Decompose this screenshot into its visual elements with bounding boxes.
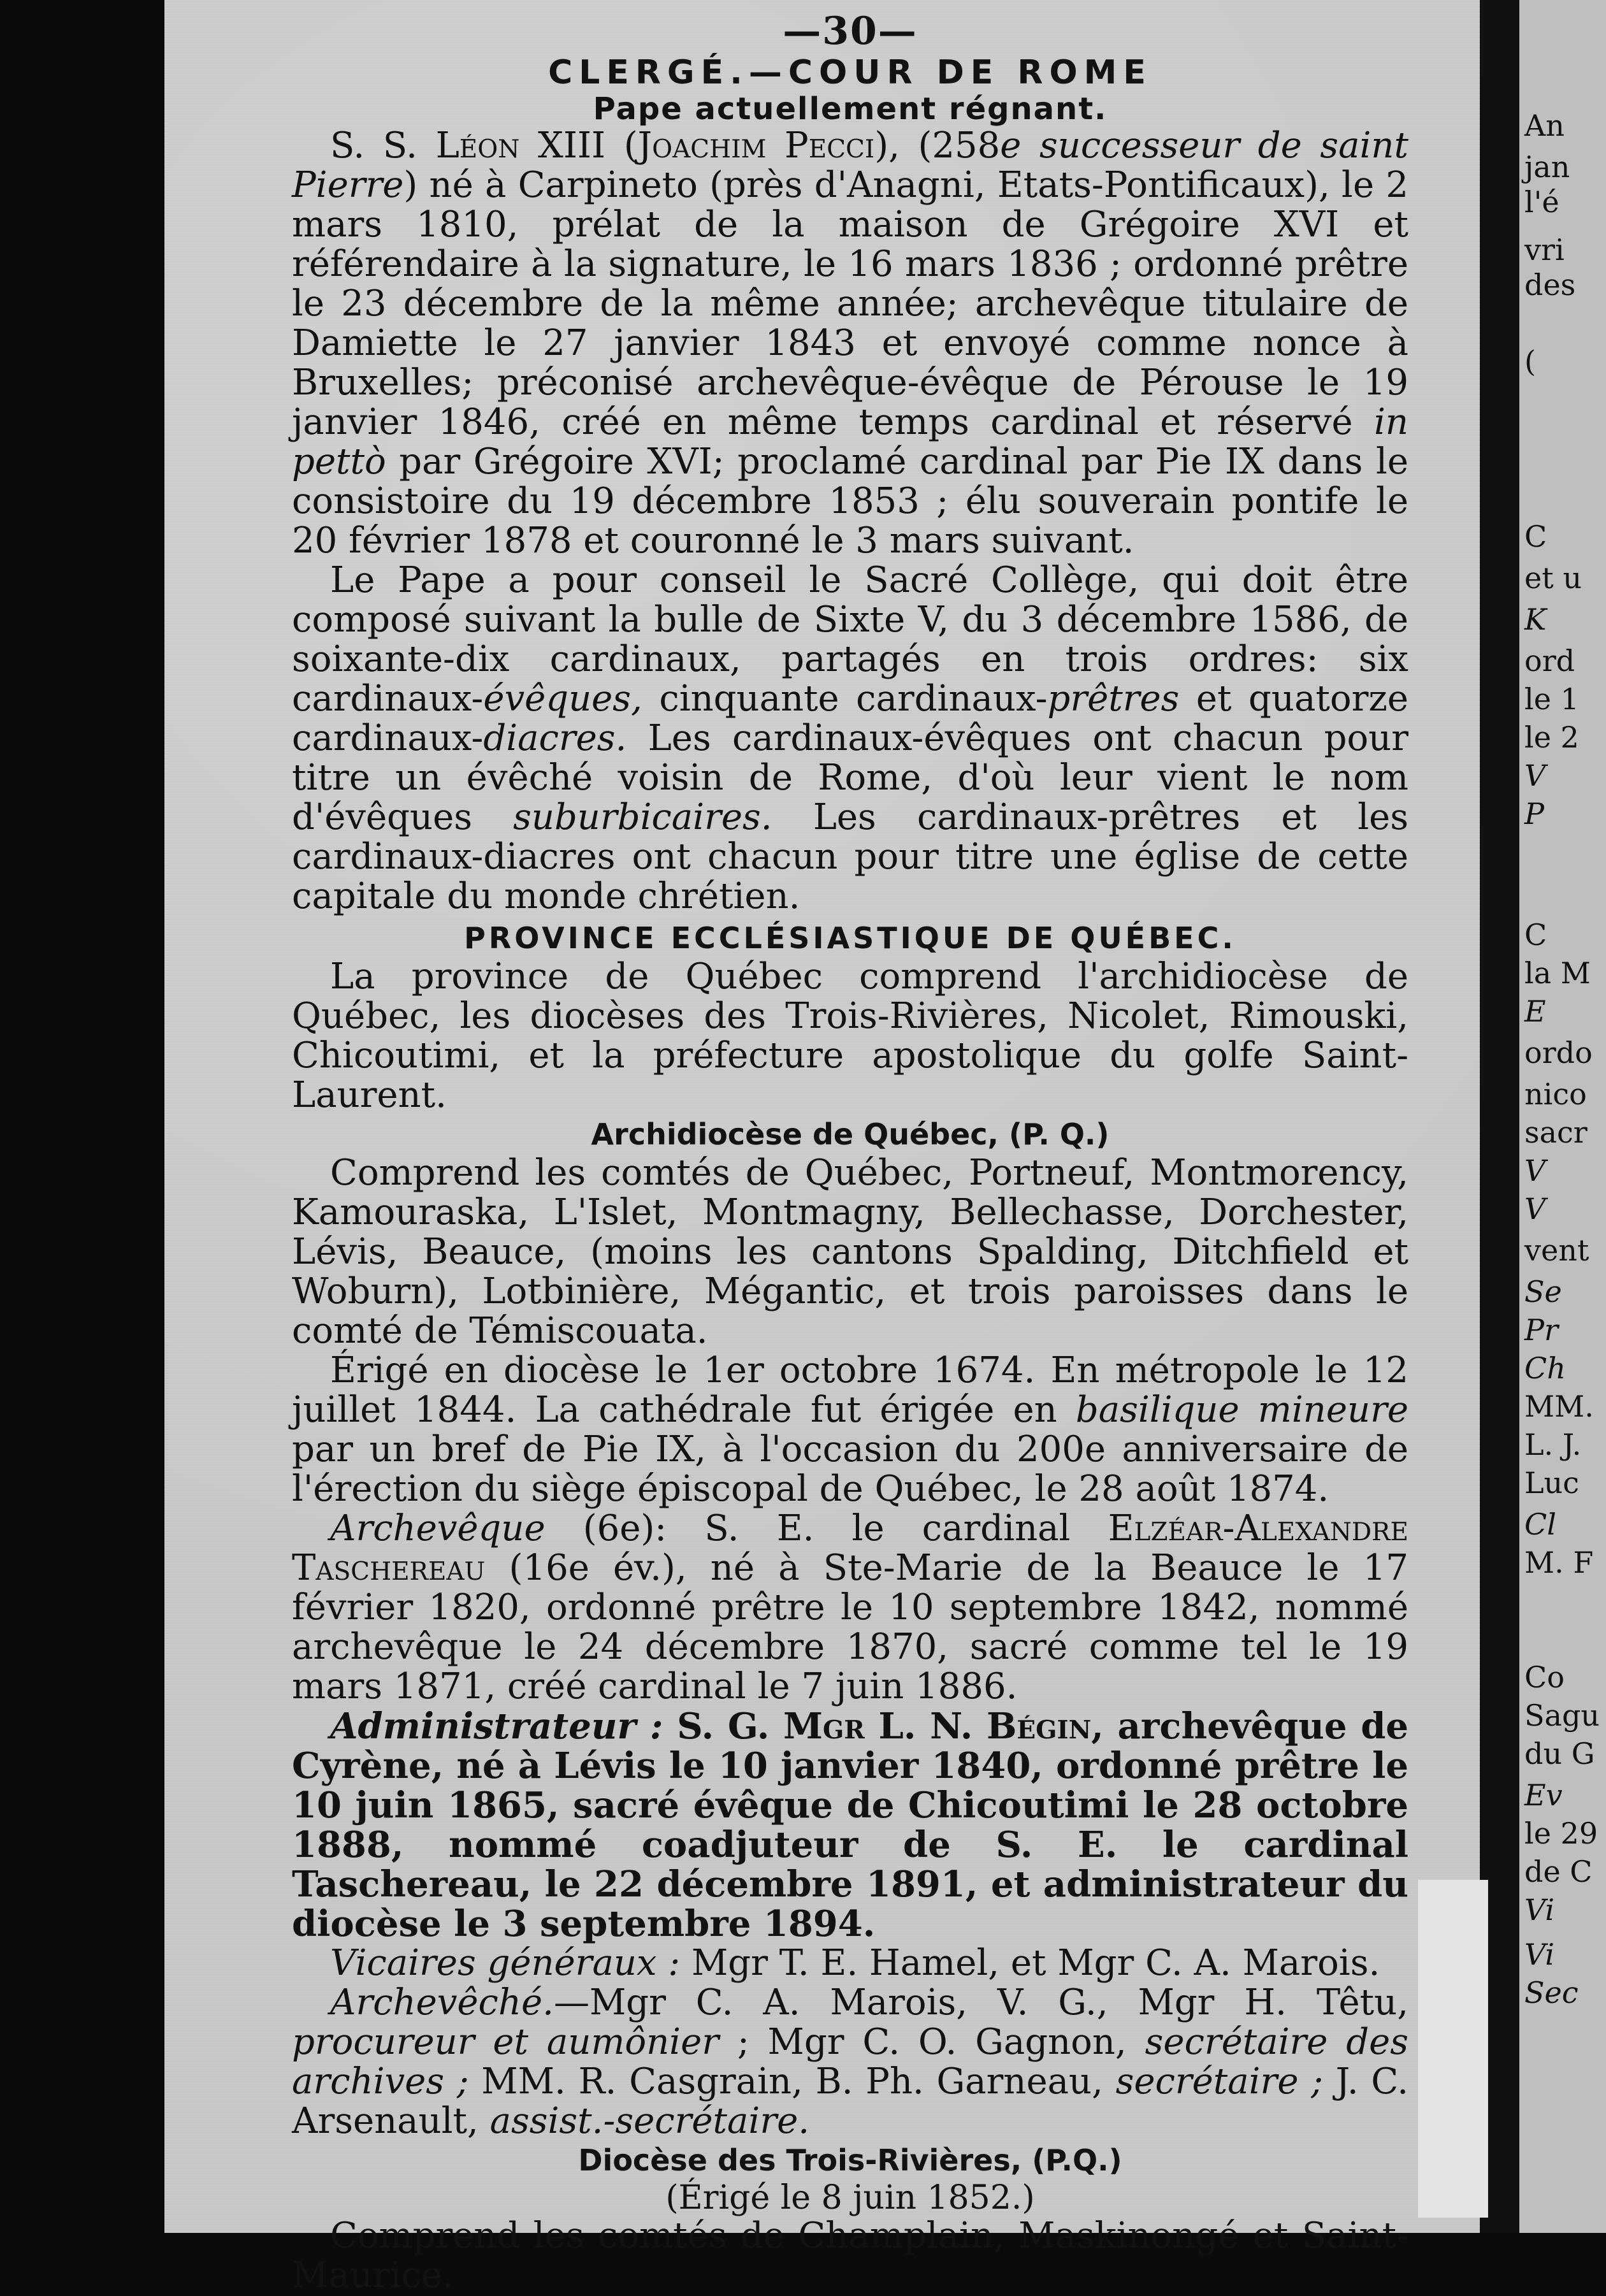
adjacent-page-fragment-text: M. F	[1524, 1545, 1594, 1580]
adjacent-page-fragment	[1519, 0, 1606, 2233]
erige-trois-rivieres: (Érigé le 8 juin 1852.)	[665, 2179, 1035, 2217]
section-subheading-pape: Pape actuellement régnant.	[593, 91, 1108, 127]
adjacent-page-fragment-text: sacr	[1524, 1115, 1588, 1150]
paragraph-comtes-quebec: Comprend les comtés de Québec, Portneuf, Montmorency, Kamouraska, L'Islet, Montmagny, Bellechasse, Dorchester, Lévis, Beauce, (moins les cantons Spalding, Ditchfield et Woburn), Lotbinière, Mégantic, et trois paroisses dans le comté de Témiscouata.	[292, 1152, 1408, 1352]
adjacent-page-fragment-text: An	[1524, 108, 1565, 143]
paragraph-comtes-trois-rivieres: Comprend les comtés de Champlain, Maskinongé et Saint-Maurice.	[292, 2215, 1408, 2296]
paragraph-province: La province de Québec comprend l'archidiocèse de Québec, les diocèses des Trois-Rivières, Nicolet, Rimouski, Chicoutimi, et la préfecture apostolique du golfe Saint-Laurent.	[292, 956, 1408, 1116]
adjacent-page-fragment-text: Sagu	[1524, 1698, 1600, 1733]
adjacent-page-fragment-text: Vi	[1524, 1893, 1555, 1927]
adjacent-page-fragment-text: Vi	[1524, 1937, 1555, 1972]
adjacent-page-fragment-text: MM.	[1524, 1389, 1594, 1424]
paragraph-sacre-college: Le Pape a pour conseil le Sacré Collège, qui doit être composé suivant la bulle de Sixte V, du 3 décembre 1586, de soixante-dix cardinaux, partagés en trois ordres: six cardinaux-évêques, cinquante cardinaux-prêtres et quatorze cardinaux-diacres. Les cardinaux-évêques ont chacun pour titre un évêché voisin de Rome, d'où leur vient le nom d'évêques suburbicaires. Les cardinaux-prêtres et les cardinaux-diacres ont chacun pour titre une église de cette capitale du monde chrétien.	[292, 560, 1408, 917]
adjacent-page-fragment-text: vri	[1524, 233, 1565, 267]
paragraph-pope: S. S. Léon XIII (Joachim Pecci), (258e successeur de saint Pierre) né à Carpineto (près d'Anagni, Etats-Pontificaux), le 2 mars 1810, prélat de la maison de Grégoire XVI et référendaire à la signature, le 16 mars 1836 ; ordonné prêtre le 23 décembre de la même année; archevêque titulaire de Damiette le 27 janvier 1843 et envoyé comme nonce à Bruxelles; préconisé archevêque-évêque de Pérouse le 19 janvier 1846, créé en même temps cardinal et réservé in pettò par Grégoire XVI; proclamé cardinal par Pie IX dans le consistoire du 19 décembre 1853 ; élu souverain pontife le 20 février 1878 et couronné le 3 mars suivant.	[292, 125, 1409, 561]
adjacent-page-fragment-text: et u	[1524, 561, 1582, 595]
adjacent-page-fragment-text: Cl	[1524, 1507, 1556, 1541]
page-number: —30—	[783, 9, 918, 54]
adjacent-page-fragment-text: C	[1524, 918, 1547, 952]
adjacent-page-fragment-text: l'é	[1524, 185, 1559, 219]
adjacent-page-fragment-text: Ch	[1524, 1351, 1566, 1385]
adjacent-page-fragment-text: Sec	[1524, 1975, 1579, 2010]
section-heading-province: PROVINCE ECCLÉSIASTIQUE DE QUÉBEC.	[464, 921, 1236, 955]
adjacent-page-fragment-text: le 29	[1524, 1816, 1598, 1851]
adjacent-page-fragment-text: Co	[1524, 1660, 1565, 1694]
adjacent-page-fragment-text: L. J.	[1524, 1427, 1582, 1462]
adjacent-page-fragment-text: ord	[1524, 644, 1575, 678]
page-content	[292, 9, 1408, 2295]
adjacent-page-fragment-text: jan	[1524, 150, 1570, 184]
adjacent-page-fragment-text: Luc	[1524, 1466, 1579, 1500]
adjacent-page-fragment-text: K	[1524, 602, 1547, 637]
adjacent-page-fragment-text: Ev	[1524, 1778, 1563, 1812]
adjacent-page-fragment-text: la M	[1524, 956, 1591, 990]
adjacent-page-fragment-text: des	[1524, 268, 1576, 302]
adjacent-page-fragment-text: P	[1524, 797, 1544, 831]
paragraph-erige-quebec: Érigé en diocèse le 1er octobre 1674. En métropole le 12 juillet 1844. La cathédrale fut érigée en basilique mineure par un bref de Pie IX, à l'occasion du 200e anniversaire de l'érection du siège épiscopal de Québec, le 28 août 1874.	[292, 1350, 1408, 1510]
adjacent-page-fragment-text: ordo	[1524, 1036, 1593, 1070]
adjacent-page-fragment-text: Se	[1524, 1274, 1562, 1309]
section-heading-archidiocese: Archidiocèse de Québec, (P. Q.)	[591, 1117, 1110, 1152]
section-heading-trois-rivieres: Diocèse des Trois-Rivières, (P.Q.)	[578, 2143, 1122, 2177]
adjacent-page-fragment-text: V	[1524, 1153, 1546, 1188]
adjacent-page-fragment-text: le 1	[1524, 682, 1579, 716]
adjacent-page-fragment-text: le 2	[1524, 720, 1579, 755]
adjacent-page-fragment-text: de C	[1524, 1854, 1593, 1889]
adjacent-page-fragment-text: V	[1524, 758, 1546, 793]
adjacent-page-fragment-text: E	[1524, 994, 1546, 1029]
adjacent-page-fragment-text: Pr	[1524, 1313, 1558, 1347]
adjacent-page-fragment-text: C	[1524, 519, 1547, 554]
paragraph-archeveche: Archevêché.—Mgr C. A. Marois, V. G., Mgr H. Têtu, procureur et aumônier ; Mgr C. O. Gagnon, secrétaire des archives ; MM. R. Casgrain, B. Ph. Garneau, secrétaire ; J. C. Arsenault, assist.-secrétaire.	[292, 1982, 1409, 2142]
paragraph-vicaires: Vicaires généraux : Mgr T. E. Hamel, et Mgr C. A. Marois.	[330, 1942, 1380, 1984]
adjacent-page-fragment-text: vent	[1524, 1233, 1589, 1267]
page-fold	[1418, 1880, 1488, 2218]
section-heading-clerge: CLERGÉ.—COUR DE ROME	[548, 54, 1152, 92]
paragraph-archeveque: Archevêque (6e): S. E. le cardinal Elzéar-Alexandre Taschereau (16e év.), né à Ste-Marie de la Beauce le 17 février 1820, ordonné prêtre le 10 septembre 1842, nommé archevêque le 24 décembre 1870, sacré comme tel le 19 mars 1871, créé cardinal le 7 juin 1886.	[292, 1508, 1408, 1707]
paragraph-administrateur: Administrateur : S. G. Mgr L. N. Bégin, archevêque de Cyrène, né à Lévis le 10 janvier 1840, ordonné prêtre le 10 juin 1865, sacré évêque de Chicoutimi le 28 octobre 1888, nommé coadjuteur de S. E. le cardinal Taschereau, le 22 décembre 1891, et administrateur du diocèse le 3 septembre 1894.	[292, 1705, 1409, 1945]
pope-name: Léon XIII	[435, 125, 606, 166]
adjacent-page-fragment-text: du G	[1524, 1736, 1595, 1771]
adjacent-page-fragment-text: nico	[1524, 1077, 1587, 1111]
adjacent-page-fragment-text: V	[1524, 1192, 1546, 1226]
adjacent-page-fragment-text: (	[1524, 344, 1536, 379]
